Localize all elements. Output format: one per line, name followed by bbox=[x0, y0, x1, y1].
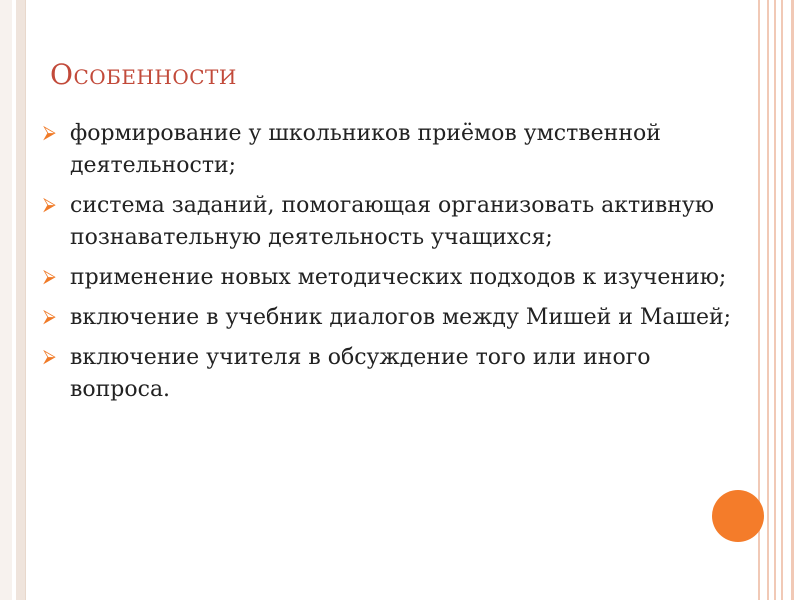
bullet-text: применение новых методических подходов к изучению; bbox=[70, 265, 727, 290]
orange-arrow-icon: ⮚ bbox=[43, 194, 56, 215]
stripe bbox=[767, 0, 769, 600]
left-decorative-band bbox=[0, 0, 25, 600]
bullet-item bbox=[43, 262, 753, 294]
orange-arrow-icon: ⮚ bbox=[43, 346, 56, 367]
orange-arrow-icon: ⮚ bbox=[43, 306, 56, 327]
bullet-text: формирование у школьников приёмов умственной деятельности; bbox=[70, 121, 661, 178]
right-decorative-stripes bbox=[758, 0, 800, 600]
stripe bbox=[791, 0, 794, 600]
slide-title: Особенности bbox=[50, 58, 237, 91]
bullet-item bbox=[43, 118, 753, 182]
stripe bbox=[774, 0, 776, 600]
bullet-text: система заданий, помогающая организовать активную познавательную деятельность учащихся; bbox=[70, 193, 715, 250]
bullet-item bbox=[43, 302, 753, 334]
bullet-text: включение учителя в обсуждение того или иного вопроса. bbox=[70, 345, 651, 402]
orange-circle-decoration bbox=[712, 490, 764, 542]
bullet-item bbox=[43, 342, 753, 406]
orange-arrow-icon: ⮚ bbox=[43, 122, 56, 143]
stripe bbox=[781, 0, 783, 600]
bullet-list bbox=[43, 118, 753, 414]
bullet-item bbox=[43, 190, 753, 254]
bullet-text: включение в учебник диалогов между Мишей и Машей; bbox=[70, 305, 732, 330]
orange-arrow-icon: ⮚ bbox=[43, 266, 56, 287]
left-border-line bbox=[25, 0, 26, 600]
